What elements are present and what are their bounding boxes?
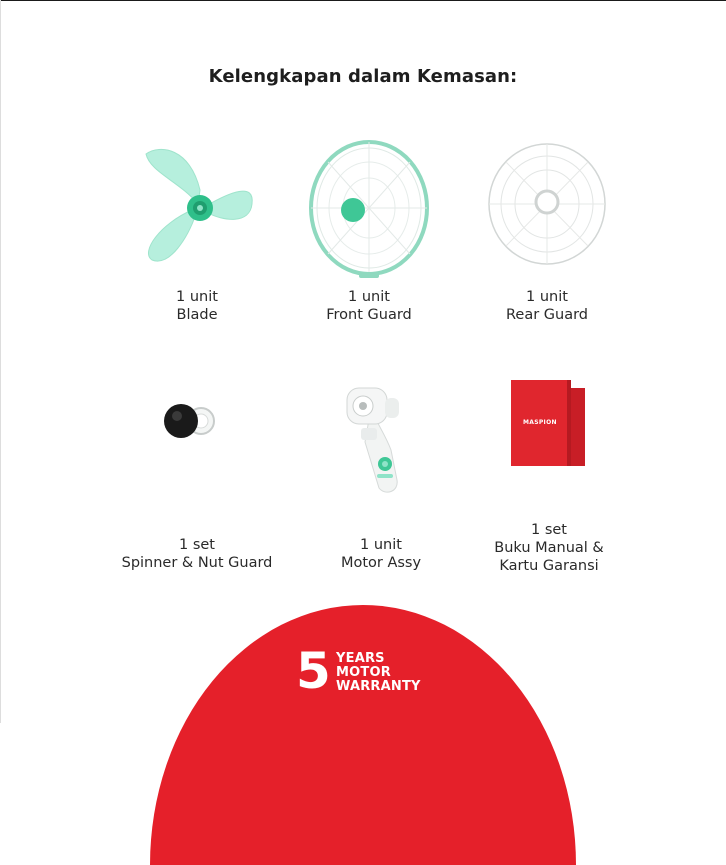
page-title: Kelengkapan dalam Kemasan: <box>208 66 518 87</box>
warranty-years-number: 5 <box>296 642 331 700</box>
warranty-text <box>336 652 421 694</box>
warranty-line-warranty: WARRANTY <box>336 679 421 694</box>
brand-label: MASPION <box>523 419 557 426</box>
item-qty: 1 unit <box>348 289 390 305</box>
top-border <box>0 0 726 1</box>
item-name-line2: Kartu Garansi <box>499 558 599 574</box>
item-qty: 1 unit <box>526 289 568 305</box>
item-name: Motor Assy <box>340 555 422 571</box>
item-name: Rear Guard <box>505 307 589 323</box>
item-name: Blade <box>176 307 218 323</box>
spinner-nut-icon <box>161 401 221 441</box>
item-name: Spinner & Nut Guard <box>121 555 273 571</box>
warranty-line-motor: MOTOR <box>336 665 391 680</box>
manual-book-icon <box>511 380 587 468</box>
item-name: Buku Manual & <box>494 540 604 556</box>
warranty-line-years: YEARS <box>336 651 385 666</box>
left-border <box>0 0 1 723</box>
item-qty: 1 set <box>179 537 215 553</box>
fan-blade-icon <box>140 142 260 272</box>
item-qty: 1 set <box>531 522 567 538</box>
rear-guard-icon <box>485 140 609 270</box>
package-item-manual <box>439 378 659 588</box>
motor-assy-icon <box>341 380 413 498</box>
front-guard-icon <box>306 140 432 280</box>
item-name: Front Guard <box>326 307 412 323</box>
package-item-rear-guard <box>437 140 657 330</box>
item-qty: 1 unit <box>176 289 218 305</box>
item-qty: 1 unit <box>360 537 402 553</box>
warranty-banner <box>150 605 576 865</box>
